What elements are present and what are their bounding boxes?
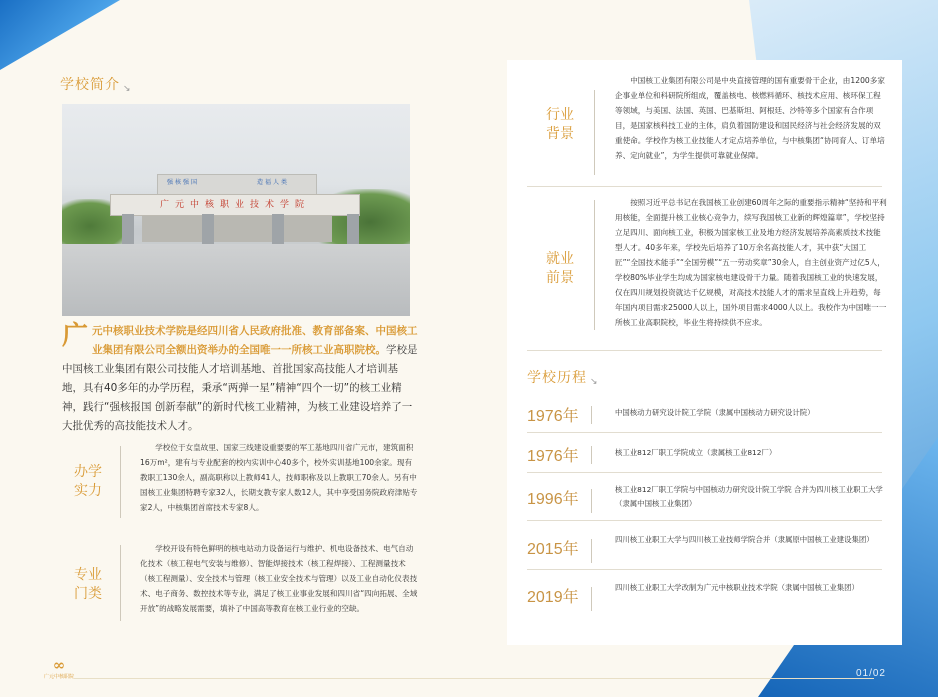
divider [120, 446, 121, 518]
campus-photo [62, 104, 410, 316]
intro-body: 学校是中国核工业集团有限公司技能人才培训基地、首批国家高技能人才培训基地，具有40多年的办学历程，秉承“两弹一星”精神“四个一切”的核工业精神，践行“强核报国 创新奉献”的新时代核工业精神，为核工业建设培养了一大批优秀的高技能技术人才。 [62, 344, 418, 432]
industry-text: 中国核工业集团有限公司是中央直接管理的国有重要骨干企业，由1200多家企事业单位和科研院所组成，覆盖核电、核燃料循环、核技术应用、核环保工程等领域，与美国、法国、英国、巴基斯坦、阿根廷、沙特等多个国家有合作项目，是国家核科技工业的主体，肩负着国防建设和国民经济与社会经济发展的双重使命。学校作为核工业技能人才定点培养单位，与中核集团“协同育人、订单培养、定向就业”，为学生提供可靠就业保障。 [615, 76, 885, 160]
majors-title: 专业 门类 [74, 567, 102, 602]
history-year: 1996年 [527, 491, 579, 508]
school-intro-paragraph [62, 322, 418, 436]
page-number: 01/02 [855, 668, 886, 679]
history-year: 1976年 [527, 448, 579, 465]
strength-title: 办学 实力 [74, 464, 102, 499]
arrow-icon: ↘ [123, 84, 132, 94]
history-item [527, 486, 887, 516]
divider [120, 545, 121, 621]
history-item [527, 584, 887, 614]
history-item [527, 403, 887, 427]
history-year: 2019年 [527, 589, 579, 606]
strength-text: 学校位于女皇故里、国家三线建设重要要的军工基地四川省广元市，建筑面积16万m²，建有与专业配套的校内实训中心40多个，校外实训基地100余家。现有教职工130余人，副高职称以上教师41人，技师职称及以上教职工70余人。另有中国核工业集团特聘专家32人，长期支教专家人数12人，其中享受国务院政府津贴专家2人，中核集团首席技术专家8人。 [140, 443, 418, 512]
school-intro-heading: 学校简介 ↘ [60, 77, 132, 94]
history-item [527, 536, 887, 566]
history-text: 核工业812厂职工学院成立（隶属核工业812厂） [615, 448, 777, 457]
majors-text: 学校开设有特色鲜明的核电站动力设备运行与维护、机电设备技术、电气自动化技术（核工程电气安装与维修）、智能焊接技术（核工程焊接）、工程测量技术（核工程测量）、安全技术与管理（核工业安全技术与管理）以及工业自动化仪表技术、电子商务、数控技术等专业，满足了核工业事业发展和四川省“四向拓展、全域开放”的战略发展需要，填补了中国高等教育在核工业行业的空缺。 [140, 544, 418, 613]
section-divider [527, 350, 882, 351]
history-text: 中国核动力研究设计院工学院（隶属中国核动力研究设计院） [615, 408, 815, 417]
employment-text: 按照习近平总书记在我国核工业创建60周年之际的重要指示精神“坚持和平利用核能，全面提升核工业核心竞争力，续写我国核工业新的辉煌篇章”，学校坚持立足四川、面向核工业，积极为国家核工业及地方经济发展培养高素质技术技能型人才。40多年来，学校先后培养了10万余名高技能人才，其中获“大国工匠”“全国技术能手”“全国劳模”“五一劳动奖章”30余人，自主创业资产过亿5人，学校80%毕业学生均成为国家核电建设骨干力量。随着我国核工业的快速发展，仅在四川规划投资就达千亿规模，对高技术技能人才的需求呈直线上升趋势，每年国内项目需求25000人以上，国外项目需求4000人以上。我校作为中国唯一一所核工业高职院校，毕业生将持续供不应求。 [615, 198, 887, 327]
dropcap: 广 [62, 321, 89, 351]
campus-building [142, 214, 332, 242]
footer-line [74, 678, 874, 679]
history-year: 1976年 [527, 408, 579, 425]
gate-sign: 广元中核职业技术学院 [110, 194, 360, 216]
logo-caption: 广元中核职院 [43, 674, 74, 680]
history-year: 2015年 [527, 541, 579, 558]
school-logo-icon: ∞ [52, 656, 66, 674]
divider [594, 200, 595, 330]
slogan-left: 强核强国 [167, 179, 200, 186]
history-heading: 学校历程 ↘ [527, 370, 599, 387]
industry-title: 行业 背景 [546, 107, 574, 142]
history-text: 四川核工业职工大学改制为广元中核职业技术学院（隶属中国核工业集团） [615, 583, 859, 592]
arrow-icon: ↘ [590, 377, 599, 387]
slogan-right: 造福人类 [257, 179, 290, 186]
campus-plaza [62, 244, 410, 316]
divider [594, 90, 595, 175]
section-divider [527, 186, 882, 187]
history-text: 核工业812厂职工学院与中国核动力研究设计院工学院 合并为四川核工业职工大学（隶属中国核工业集团） [615, 485, 883, 508]
employment-title: 就业 前景 [546, 251, 574, 286]
intro-highlight: 元中核职业技术学院是经四川省人民政府批准、教育部备案、中国核工业集团有限公司全额出资举办的全国唯一一所核工业高职院校。 [92, 325, 418, 356]
history-text: 四川核工业职工大学与四川核工业技师学院合并（隶属原中国核工业建设集团） [615, 535, 874, 544]
history-item [527, 443, 887, 467]
